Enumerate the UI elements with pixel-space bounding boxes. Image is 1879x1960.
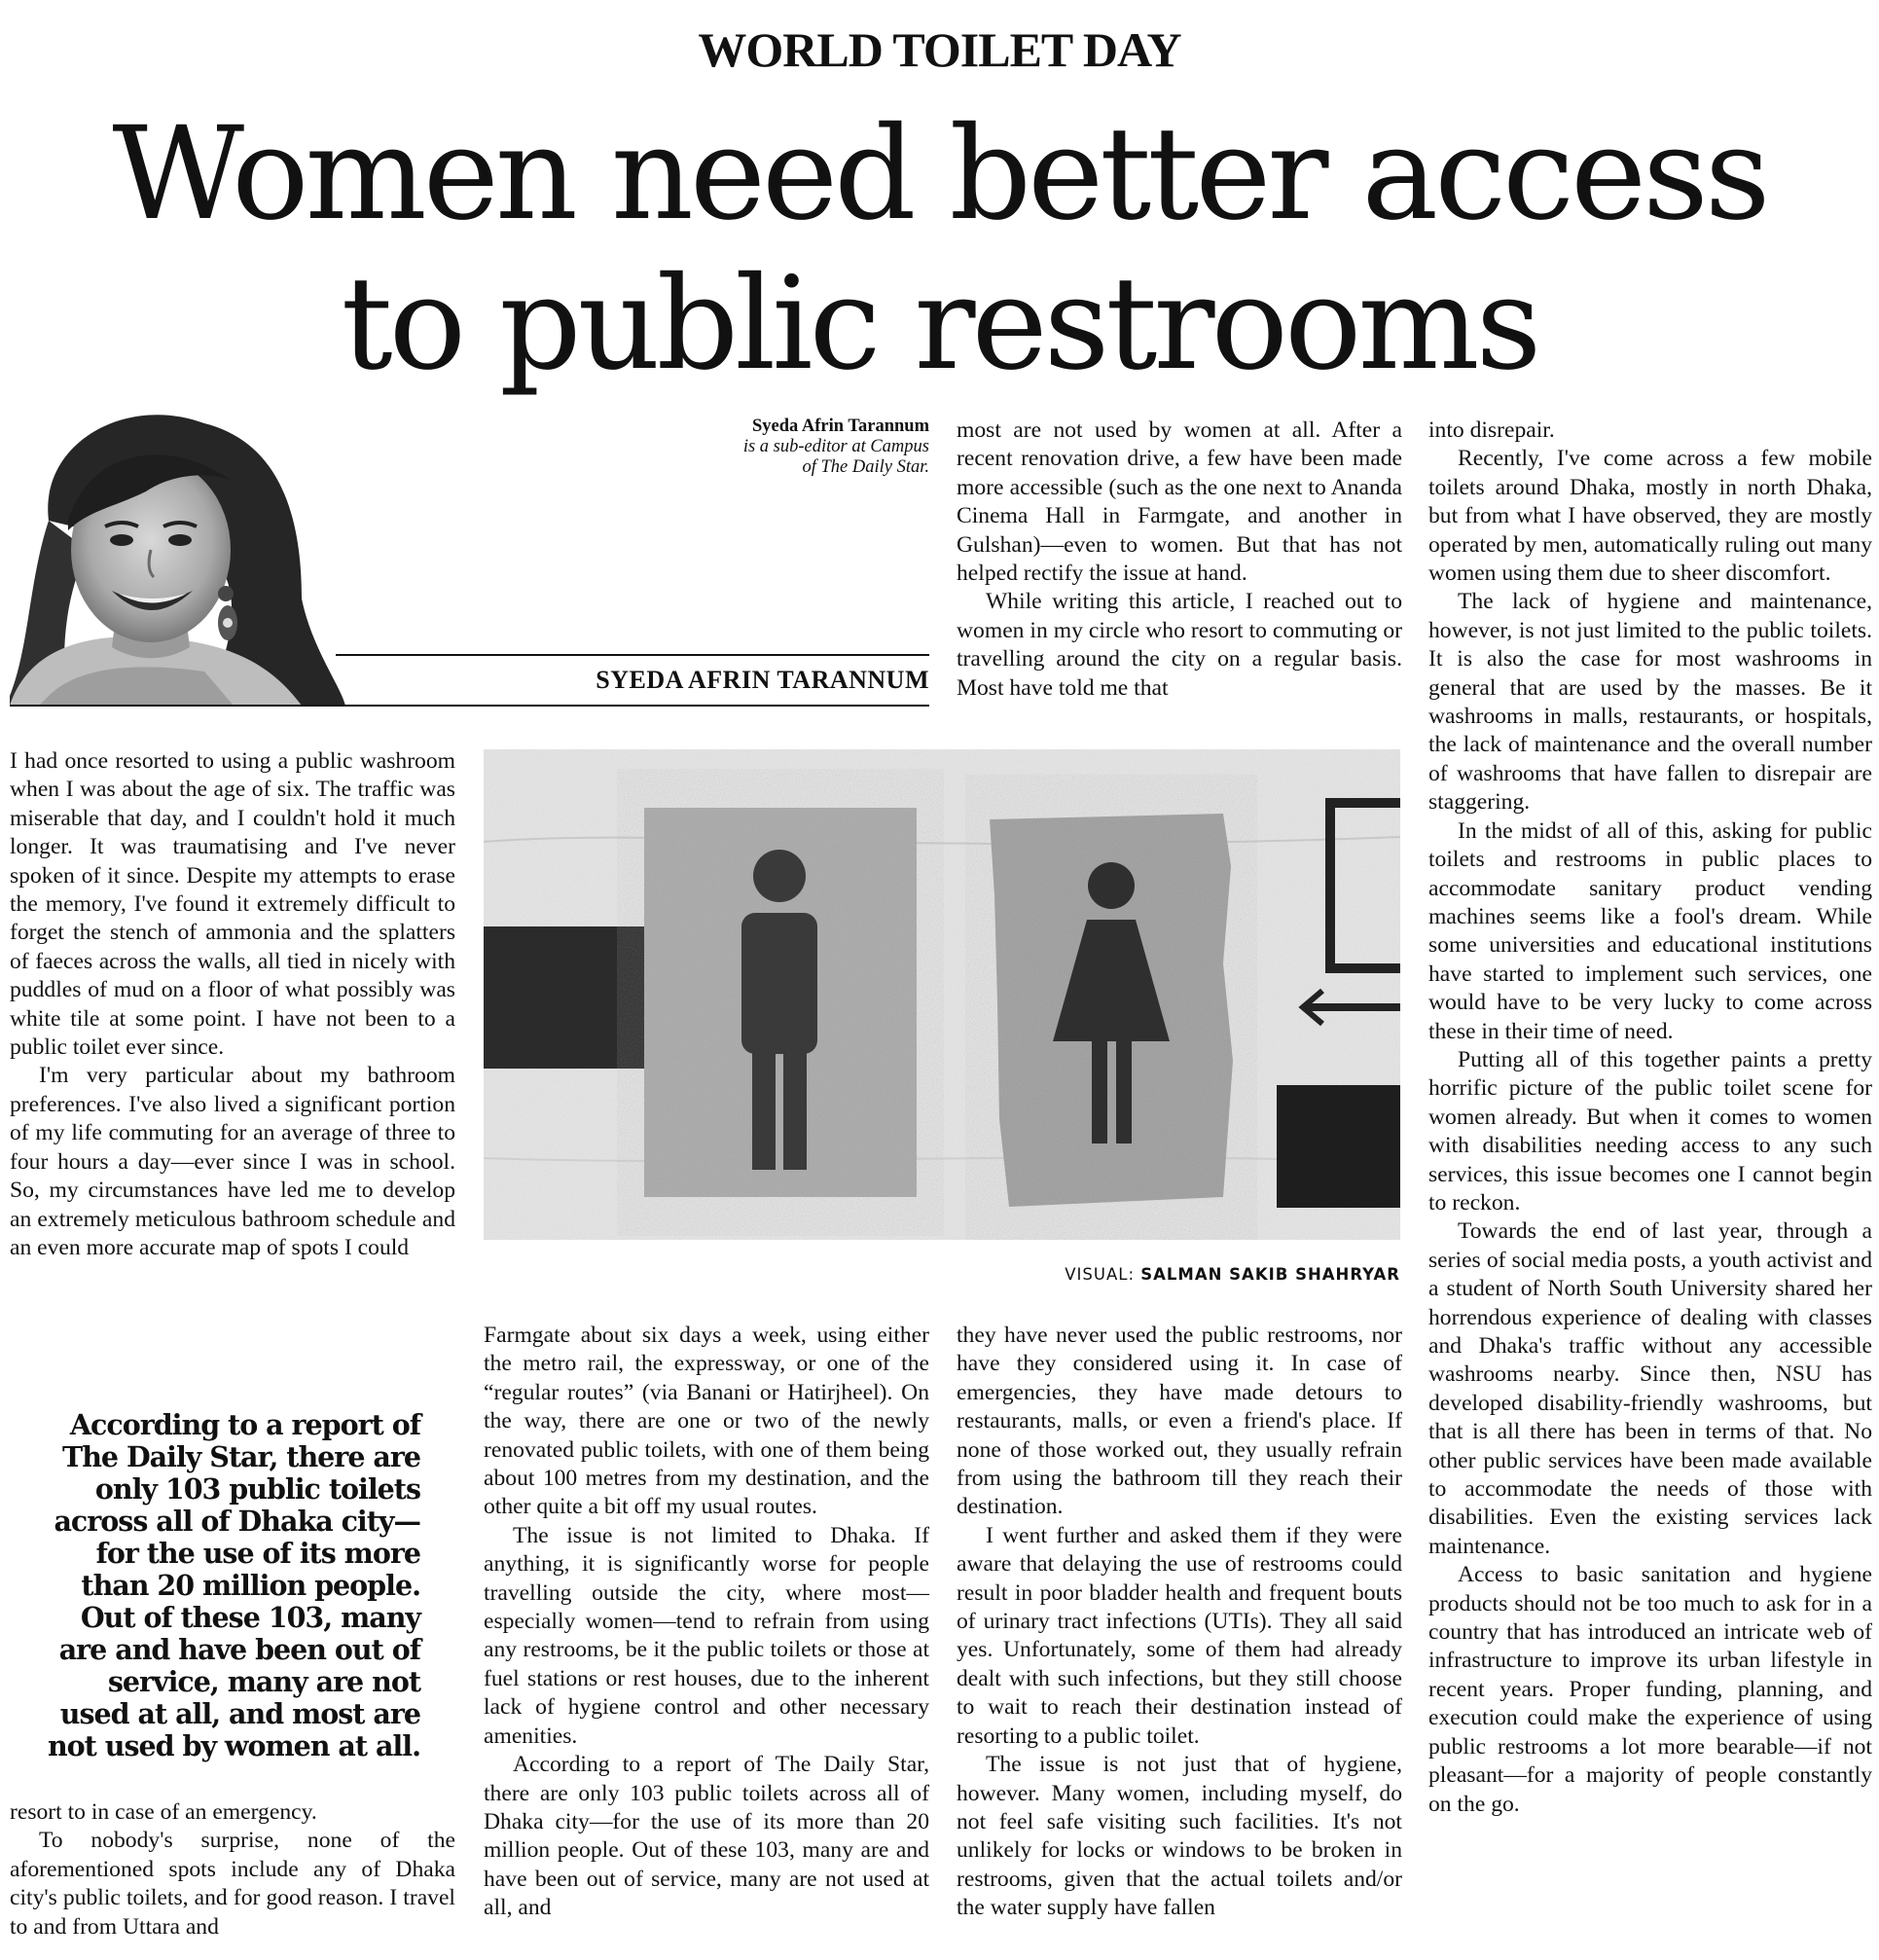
paragraph: into disrepair.: [1428, 417, 1555, 443]
paragraph: According to a report of The Daily Star, there are only 103 public toilets across all of Dhaka city—for the use of its more than 20 million people. Out of these 103, many are and have been out of service, many are not used at all, and: [484, 1752, 929, 1921]
paragraph: The lack of hygiene and maintenance, however, is not just limited to the public toilets. It is also the case for most washrooms in general that are used by the masses. Be it washrooms in malls, restaurants, or hospitals, the lack of maintenance and the overall number of washrooms that have fallen to disrepair are staggering.: [1428, 589, 1872, 816]
article-column-3-bottom: [957, 1322, 1402, 1954]
paragraph: To nobody's surprise, none of the aforementioned spots include any of Dhaka city's public toilets, and for good reason. I travel to and from Uttara and: [10, 1828, 455, 1940]
author-portrait: [10, 404, 345, 706]
article-column-1-top: [10, 747, 455, 1370]
byline-rule-top: [336, 654, 929, 656]
author-portrait-illustration: [10, 404, 345, 706]
paragraph: resort to in case of an emergency.: [10, 1799, 317, 1825]
restroom-signs-visual: [484, 749, 1400, 1240]
article-column-1-bottom: [10, 1798, 455, 1954]
byline: SYEDA AFRIN TARANNUM: [596, 666, 929, 694]
article-column-3-top: [957, 417, 1402, 728]
paragraph: Recently, I've come across a few mobile toilets around Dhaka, mostly in north Dhaka, but from what I have observed, they are mostly operated by men, automatically ruling out many women using them due to sheer discomfort.: [1428, 446, 1872, 587]
paragraph: The issue is not just that of hygiene, however. Many women, including myself, do not feel safe visiting such facilities. It's not unlikely for locks or windows to be broken in restrooms, given that the actual toilets and/or the water supply have fallen: [957, 1752, 1402, 1921]
byline-rule-bottom: [10, 705, 929, 707]
paragraph: I had once resorted to using a public washroom when I was about the age of six. The traffic was miserable that day, and I couldn't hold it much longer. It was traumatising and I've never spoken of it since. Despite my attempts to erase the memory, I've found it extremely difficult to forget the stench of ammonia and the splatters of faeces across the walls, all tied in nicely with puddles of mud on a floor of what possibly was white tile at some point. I have not been to a public toilet ever since.: [10, 748, 455, 1061]
paragraph: I'm very particular about my bathroom preferences. I've also lived a significant portion of my life commuting for an average of three to four hours a day—ever since I was in school. So, my circumstances have led me to develop an extremely meticulous bathroom schedule and an even more accurate map of spots I could: [10, 1063, 455, 1260]
paragraph: Access to basic sanitation and hygiene products should not be too much to ask for in a country that has introduced an intricate web of infrastructure to improve its urban lifestyle in recent years. Proper funding, planning, and execution could make the experience of using public restrooms a lot more bearable—if not pleasant—for a majority of people constantly on the go.: [1428, 1562, 1872, 1817]
paragraph: I went further and asked them if they were aware that delaying the use of restrooms could result in poor bladder health and frequent bouts of urinary tract infections (UTIs). They all said yes. Unfortunately, some of them had already dealt with such infections, but they still choose to wait to reach their destination instead of resorting to a public toilet.: [957, 1522, 1402, 1749]
visual-credit-prefix: VISUAL:: [1065, 1265, 1136, 1284]
headline: Women need better access to public restrooms: [112, 99, 1767, 399]
paragraph: In the midst of all of this, asking for public toilets and restrooms in public places to accommodate sanitary product vending machines seems like a fool's dream. While some universities and educational institutions have started to implement such services, one would have to be very lucky to come across these in their time of need.: [1428, 817, 1872, 1044]
visual-credit: [876, 1265, 1400, 1284]
paragraph: Putting all of this together paints a pretty horrific picture of the public toilet scene for women already. But when it comes to women with disabilities needing access to any such services, this issue becomes one I cannot begin to reckon.: [1428, 1046, 1872, 1216]
author-note: [603, 417, 929, 478]
paragraph: Farmgate about six days a week, using either the metro rail, the expressway, or one of the “regular routes” (via Banani or Hatirjheel). On the way, there are one or two of the newly renovated public toilets, with one of them being about 100 metres from my destination, and the other quite a bit off my usual routes.: [484, 1323, 929, 1520]
pull-quote: According to a report of The Daily Star, there are only 103 public toilets across all of Dhaka city—for the use of its more than 20 million people. Out of these 103, many are and have been out of service, many are not used at all, and most are not used by women at all.: [47, 1408, 420, 1762]
visual-credit-name: SALMAN SAKIB SHAHRYAR: [1140, 1265, 1400, 1284]
paragraph: While writing this article, I reached out to women in my circle who resort to commuting or travelling around the city on a regular basis. Most have told me that: [957, 589, 1402, 701]
paragraph: most are not used by women at all. After a recent renovation drive, a few have been made more accessible (such as the one next to Ananda Cinema Hall in Farmgate, and another in Gulshan)—even to women. But that has not helped rectify the issue at hand.: [957, 417, 1402, 587]
author-bio-line-1: is a sub-editor at Campus: [742, 437, 929, 456]
section-kicker: WORLD TOILET DAY: [698, 22, 1181, 77]
restroom-signs-illustration: [484, 749, 1400, 1240]
article-column-2: [484, 1322, 929, 1954]
paragraph: The issue is not limited to Dhaka. If anything, it is significantly worse for people travelling outside the city, where most—especially women—tend to refrain from using any restrooms, be it the public toilets or those at fuel stations or rest houses, due to the inherent lack of hygiene control and other necessary amenities.: [484, 1522, 929, 1749]
article-column-4: [1428, 417, 1872, 1956]
paragraph: they have never used the public restrooms, nor have they considered using it. In case of emergencies, they have made detours to restaurants, malls, or even a friend's place. If none of those worked out, they usually refrain from using the bathroom till they reach their destination.: [957, 1323, 1402, 1520]
author-bio-line-2: of The Daily Star.: [802, 457, 929, 477]
author-name: Syeda Afrin Tarannum: [752, 417, 929, 436]
paragraph: Towards the end of last year, through a series of social media posts, a youth activist and a student of North South University shared her horrendous experience of dealing with classes and Dhaka's traffic without any accessible washrooms nearby. Since then, NSU has developed disability-friendly washrooms, but that is all there has been in terms of that. No other public services have been made available to accommodate the needs of those with disabilities. Even the existing services lack maintenance.: [1428, 1218, 1872, 1559]
